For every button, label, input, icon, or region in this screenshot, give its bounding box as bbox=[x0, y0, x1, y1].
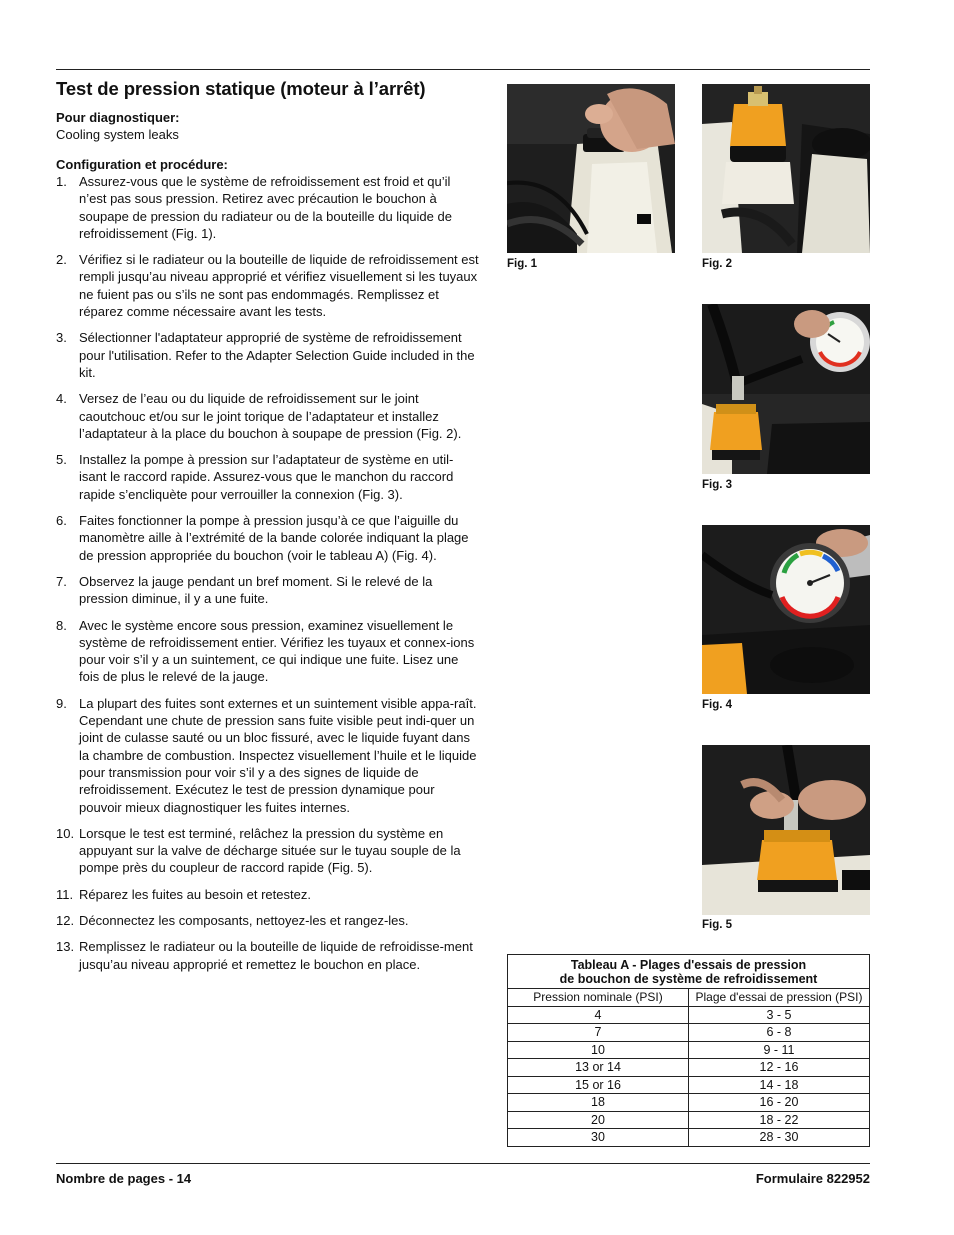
step-item: 13. Remplissez le radiateur ou la bouteille de liquide de refroidisse-ment jusqu’au niveau approprié et remettez le bouchon en place. bbox=[56, 939, 473, 972]
diagnose-text: Cooling system leaks bbox=[56, 127, 179, 142]
procedure-label: Configuration et procédure: bbox=[56, 157, 228, 172]
fig1-caption: Fig. 1 bbox=[507, 258, 538, 270]
table-caption bbox=[508, 955, 870, 989]
table-row: 7 6 - 8 bbox=[508, 1024, 870, 1042]
step-item: 12. Déconnectez les composants, nettoyez-les et rangez-les. bbox=[56, 912, 409, 928]
diagnose-label: Pour diagnostiquer: bbox=[56, 110, 180, 125]
fig3-caption: Fig. 3 bbox=[702, 479, 733, 491]
bottom-rule bbox=[56, 1163, 870, 1164]
fig4-caption: Fig. 4 bbox=[702, 699, 733, 711]
step-item: 6. Faites fonctionner la pompe à pression jusqu’à ce que l’aiguille du manomètre aille à l’extrémité de la bande colorée indiquant la plage de pression appropriée du bouchon (voir le tableau A) (Fig. 4). bbox=[56, 513, 469, 563]
table-row: 13 or 14 12 - 16 bbox=[508, 1059, 870, 1077]
table-caption-line1: Tableau A - Plages d'essais de pression bbox=[570, 958, 807, 972]
table-header-cell: Plage d'essai de pression (PSI) bbox=[689, 989, 870, 1007]
table-caption-line2: de bouchon de système de refroidissement bbox=[559, 972, 818, 986]
top-rule bbox=[56, 69, 870, 70]
table-header-cell: Pression nominale (PSI) bbox=[508, 989, 689, 1007]
step-item: 9. La plupart des fuites sont externes et un suintement visible appa-raît. Cependant une chute de pression sans fuite visible peut indi-quer un joint de culasse sauté ou un bloc fissuré, avec le liquide fuyant dans la chambre de combustion. Inspectez visuellement l’huile et le liquide pour transmission pour voir s’il y a des signes de liquide de refroidissement. Exécutez le test de pression dynamique pour pouvoir mieux diagnostiquer les fuites internes. bbox=[56, 695, 477, 815]
table-row: 10 9 - 11 bbox=[508, 1041, 870, 1059]
step-item: 10. Lorsque le test est terminé, relâchez la pression du système en appuyant sur la valve de décharge située sur le tuyau souple de la pompe près du coupleur de raccord rapide (Fig. 5). bbox=[56, 825, 461, 876]
table-row: 4 3 - 5 bbox=[508, 1006, 870, 1024]
table-row: 20 18 - 22 bbox=[508, 1111, 870, 1129]
step-item: 11. Réparez les fuites au besoin et retestez. bbox=[56, 886, 311, 902]
fig4-photo bbox=[702, 525, 870, 694]
step-item: 3. Sélectionner l'adaptateur approprié de système de refroidissement pour l'utilisation. Refer to the Adapter Selection Guide included in the kit. bbox=[56, 330, 475, 380]
footer-form-number: Formulaire 822952 bbox=[755, 1171, 870, 1186]
step-item: 7. Observez la jauge pendant un bref moment. Si le relevé de la pression diminue, il y a une fuite. bbox=[56, 573, 433, 607]
table-row: 15 or 16 14 - 18 bbox=[508, 1076, 870, 1094]
procedure-steps bbox=[56, 173, 480, 973]
fig5-photo bbox=[702, 745, 870, 915]
fig5-caption: Fig. 5 bbox=[702, 919, 733, 931]
table-row: 18 16 - 20 bbox=[508, 1094, 870, 1112]
step-item: 5. Installez la pompe à pression sur l’adaptateur de système en util-isant le raccord rapide. Assurez-vous que le manchon du raccord rapide s’encliquète pour verrouiller la connexion (Fig. 3). bbox=[56, 452, 454, 502]
footer-page-count: Nombre de pages - 14 bbox=[56, 1171, 192, 1186]
fig2-caption: Fig. 2 bbox=[702, 258, 733, 270]
fig3-photo bbox=[702, 304, 870, 474]
step-item: 1. Assurez-vous que le système de refroidissement est froid et qu’il n’est pas sous pression. Retirez avec précaution le bouchon à soupape de pression du radiateur ou de la bouteille du liquide de refroidissement (Fig. 1). bbox=[56, 174, 452, 241]
page-title: Test de pression statique (moteur à l’arrêt) bbox=[56, 78, 426, 99]
pressure-range-table bbox=[507, 954, 870, 1147]
step-item: 4. Versez de l’eau ou du liquide de refroidissement sur le joint caoutchouc et/ou sur le joint torique de l’adaptateur et installez l’adaptateur à la place du bouchon à soupape de pression (Fig. 2). bbox=[56, 391, 462, 441]
fig1-photo bbox=[507, 84, 675, 253]
fig2-photo bbox=[702, 84, 870, 253]
table-row: 30 28 - 30 bbox=[508, 1129, 870, 1147]
instructions-column bbox=[56, 78, 480, 973]
table-header-row bbox=[508, 989, 870, 1007]
step-item: 2. Vérifiez si le radiateur ou la bouteille de liquide de refroidissement est rempli jusqu’au niveau approprié et vérifiez visuellement si les tuyaux ne fuient pas ou s’ils ne sont pas endommagés. Remplissez et réparez comme nécessaire avant les tests. bbox=[56, 252, 479, 320]
step-item: 8. Avec le système encore sous pression, examinez visuellement le système de refroidissement entier. Vérifiez les tuyaux et connex-ions pour voir s’il y a un suintement, ce qui indique une fuite. Lisez une fois de plus le relevé de la jauge. bbox=[56, 617, 475, 685]
